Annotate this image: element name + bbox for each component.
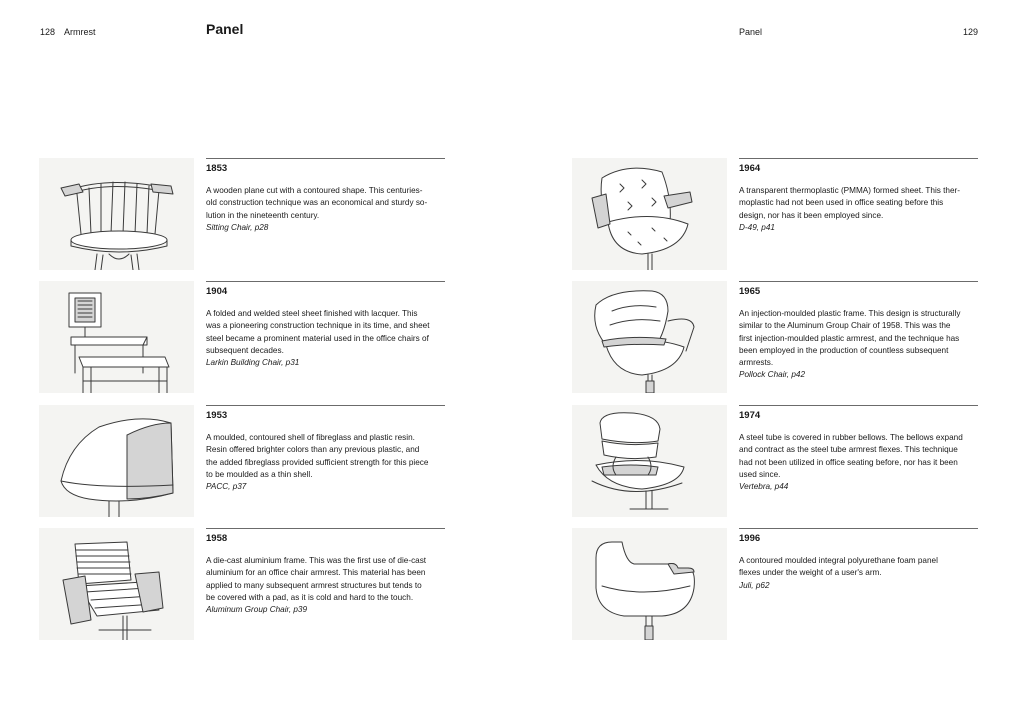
right-section-label: Panel: [739, 27, 763, 37]
page-title: Panel: [206, 21, 244, 37]
description-line: old construction technique was an economical and sturdy so-: [206, 198, 428, 208]
description-line: lution in the nineteenth century.: [206, 210, 320, 220]
entry-description: [739, 555, 978, 580]
entry-1996: [572, 528, 978, 640]
description-line: been employed in the production of countless subsequent: [739, 345, 949, 355]
aluminum-group-chair-icon: [39, 528, 194, 640]
entry-reference: D-49, p41: [739, 222, 775, 232]
divider: [739, 405, 978, 406]
entry-text: [206, 281, 445, 369]
description-line: was a pioneering construction technique in its time, and sheet: [206, 321, 430, 331]
description-line: aluminium for an office chair armrest. This material has been: [206, 568, 426, 578]
divider: [739, 158, 978, 159]
description-line: used since.: [739, 469, 781, 479]
entry-year: 1853: [206, 163, 228, 174]
description-line: A transparent thermoplastic (PMMA) formed sheet. This ther-: [739, 186, 960, 195]
entry-text: [206, 528, 445, 616]
description-line: A steel tube is covered in rubber bellows. The bellows expand: [739, 433, 963, 442]
description-line: A moulded, contoured shell of fibreglass and plastic resin.: [206, 433, 415, 442]
entry-reference: Vertebra, p44: [739, 482, 789, 492]
description-line: A wooden plane cut with a contoured shape. This centuries-: [206, 186, 423, 195]
entry-year: 1904: [206, 286, 228, 297]
entry-reference: Aluminum Group Chair, p39: [206, 605, 308, 615]
left-section-label: Armrest: [64, 27, 96, 37]
entry-year: 1965: [739, 286, 761, 297]
entry-year: 1958: [206, 533, 228, 544]
entry-description: [739, 432, 978, 481]
entry-description: [739, 308, 978, 369]
juli-tub-chair-icon: [572, 528, 727, 640]
entry-1958: [39, 528, 445, 640]
vertebra-chair-icon: [572, 405, 727, 517]
description-line: the added fibreglass provided sufficient strength for this piece: [206, 457, 429, 467]
entry-description: [206, 432, 445, 481]
divider: [206, 528, 445, 529]
entry-1964: [572, 158, 978, 270]
tufted-lounge-chair-icon: [572, 158, 727, 270]
description-line: An injection-moulded plastic frame. This design is structurally: [739, 309, 961, 318]
description-line: flexes under the weight of a user's arm.: [739, 568, 882, 578]
entry-1853: [39, 158, 445, 270]
description-line: armrests.: [739, 358, 774, 368]
wooden-windsor-chair-icon: [39, 158, 194, 270]
description-line: first injection-moulded plastic armrest, and the technique has: [739, 333, 960, 343]
entry-text: [739, 281, 978, 382]
steel-office-chair-icon: [39, 281, 194, 393]
entry-description: [206, 308, 445, 357]
entry-description: [739, 185, 978, 222]
left-page-number: 128: [40, 27, 56, 37]
description-line: subsequent decades.: [206, 345, 284, 355]
entry-year: 1974: [739, 410, 761, 421]
entry-description: [206, 185, 445, 222]
entry-reference: PACC, p37: [206, 482, 247, 492]
entry-reference: Pollock Chair, p42: [739, 370, 805, 380]
entry-text: [739, 405, 978, 493]
description-line: Resin offered brighter colors than any previous plastic, and: [206, 445, 420, 455]
right-page-number: 129: [963, 27, 979, 37]
entry-reference: Sitting Chair, p28: [206, 222, 269, 232]
description-line: moplastic had not been used in office seating before this: [739, 198, 944, 208]
entry-text: [739, 528, 978, 592]
description-line: A contoured moulded integral polyurethane foam panel: [739, 556, 938, 565]
description-line: design, nor has it been employed since.: [739, 210, 884, 220]
entry-year: 1996: [739, 533, 761, 544]
entry-1953: [39, 405, 445, 517]
divider: [206, 158, 445, 159]
description-line: similar to the Aluminum Group Chair of 1958. This was the: [739, 321, 951, 331]
description-line: to be moulded as a thin shell.: [206, 469, 313, 479]
entry-1974: [572, 405, 978, 517]
description-line: and contract as the steel tube armrest flexes. This technique: [739, 445, 958, 455]
entry-reference: Juli, p62: [739, 580, 770, 590]
entry-reference: Larkin Building Chair, p31: [206, 358, 300, 368]
divider: [206, 281, 445, 282]
entry-1904: [39, 281, 445, 393]
entry-text: [206, 158, 445, 234]
pollock-executive-chair-icon: [572, 281, 727, 393]
description-line: A folded and welded steel sheet finished with lacquer. This: [206, 309, 418, 318]
description-line: steel became a prominent material used in the office chairs of: [206, 333, 429, 343]
entry-year: 1964: [739, 163, 761, 174]
entry-1965: [572, 281, 978, 393]
fibreglass-shell-chair-icon: [39, 405, 194, 517]
entry-text: [739, 158, 978, 234]
entry-description: [206, 555, 445, 604]
divider: [739, 281, 978, 282]
entry-year: 1953: [206, 410, 228, 421]
description-line: applied to many subsequent armrest structures but tends to: [206, 580, 422, 590]
divider: [206, 405, 445, 406]
description-line: A die-cast aluminium frame. This was the first use of die-cast: [206, 556, 427, 565]
description-line: be covered with a pad, as it is cold and hard to the touch.: [206, 592, 414, 602]
divider: [739, 528, 978, 529]
entry-text: [206, 405, 445, 493]
description-line: had not been utilized in office seating before, nor has it been: [739, 457, 958, 467]
